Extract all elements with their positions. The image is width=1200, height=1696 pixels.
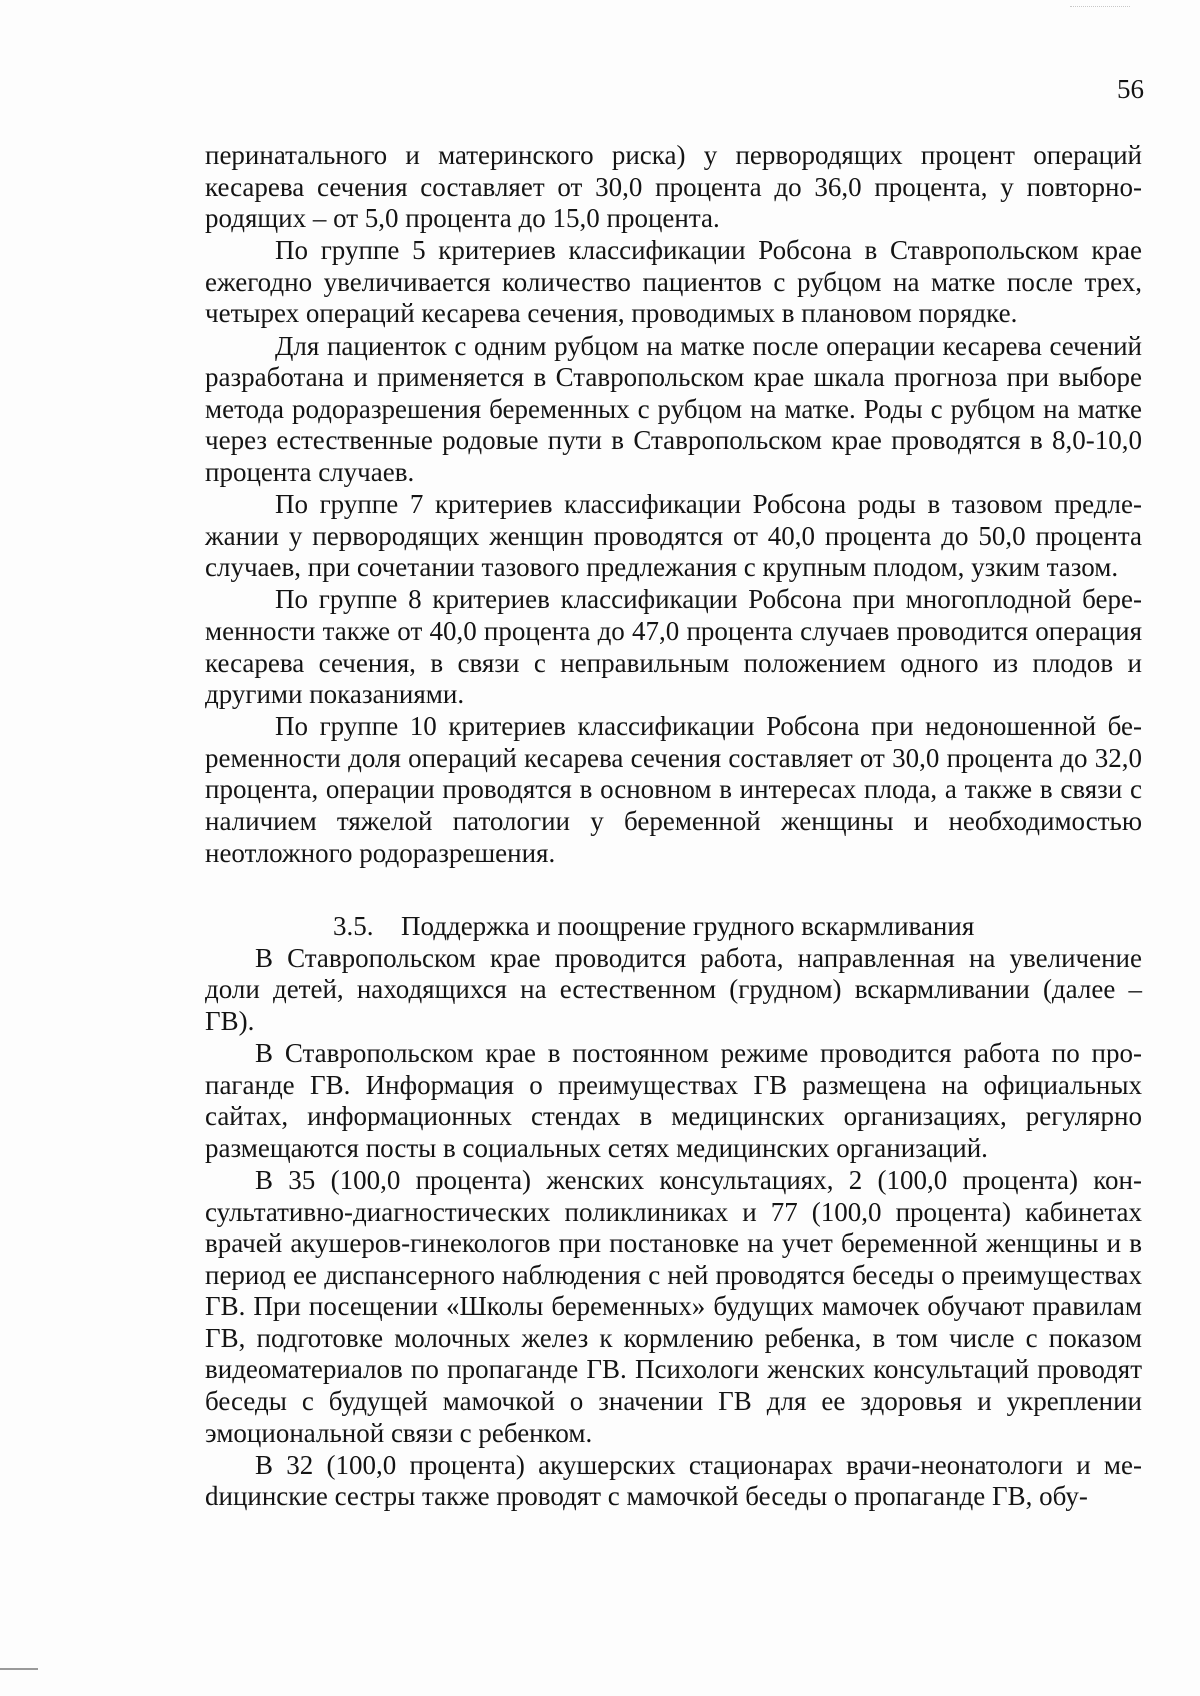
paragraph-robson-group-5: По группе 5 критериев классификации Робсона в Ставропольском крае ежегодно увеличивается количество пациентов с рубцом на матке после трех, четырех операций кесарева сечения, проводимых в плановом порядке.	[205, 235, 1142, 329]
scan-artifact	[1070, 6, 1130, 9]
paragraph-robson-group-7: По группе 7 критериев классификации Робсона роды в тазовом предлежании у первородящих женщин проводятся от 40,0 процента до 50,0 процента случаев, при сочетании тазового предлежания с крупным плодом, узким тазом.	[205, 489, 1142, 583]
section-heading	[205, 911, 1142, 943]
paragraph-breastfeeding-intro: В Ставропольском крае проводится работа, направленная на увеличение доли детей, находящихся на естественном (грудном) вскармливании (далее – ГВ).	[205, 942, 1142, 1036]
page-number: 56	[1117, 74, 1144, 104]
scan-artifact-mark	[0, 1668, 38, 1670]
paragraph-scar-prognosis: Для пациенток с одним рубцом на матке после операции кесарева сечений разработана и применяется в Ставропольском крае шкала прогноза при выборе метода родоразрешения беременных с рубцом на матке. Роды с рубцом на матке через естественные родовые пути в Ставропольском крае проводятся в 8,0-10,0 процента случаев.	[205, 330, 1142, 487]
paragraph-robson-group-8: По группе 8 критериев классификации Робсона при многоплодной беременности также от 40,0 процента до 47,0 процента случаев проводится операция кесарева сечения, в связи с неправильным положением одного из плодов и другими показаниями.	[205, 584, 1142, 710]
section-number: 3.5.	[333, 911, 374, 942]
paragraph-continuation: перинатального и материнского риска) у первородящих процент операций кесарева сечения составляет от 30,0 процента до 36,0 процента, у повторнородящих – от 5,0 процента до 15,0 процента.	[205, 140, 1142, 234]
paragraph-breastfeeding-promotion: В Ставропольском крае в постоянном режиме проводится работа по пропаганде ГВ. Информация о преимуществах ГВ размещена на официальных сайтах, информационных стендах в медицинских организациях, регулярно размещаются посты в социальных сетях медицинских организаций.	[205, 1038, 1142, 1163]
paragraph-robson-group-10: По группе 10 критериев классификации Робсона при недоношенной беременности доля операций кесарева сечения составляет от 30,0 процента до 32,0 процента, операции проводятся в основном в интересах плода, а также в связи с наличием тяжелой патологии у беременной женщины и необходимостью неотложного родоразрешения.	[205, 711, 1142, 868]
paragraph-consultations: В 35 (100,0 процента) женских консультациях, 2 (100,0 процента) консультативно-диагностических поликлиниках и 77 (100,0 процента) кабинетах врачей акушеров-гинекологов при постановке на учет беременной женщины и в период ее диспансерного наблюдения с ней проводятся беседы о преимуществах ГВ. При посещении «Школы беременных» будущих мамочек обучают правилам ГВ, подготовке молочных желез к кормлению ребенка, в том числе с показом видеоматериалов по пропаганде ГВ. Психологи женских консультаций проводят беседы с будущей мамочкой о значении ГВ для ее здоровья и укреплении эмоциональной связи с ребенком.	[205, 1164, 1142, 1448]
document-body	[205, 140, 1142, 1513]
paragraph-obstetric-hospitals: В 32 (100,0 процента) акушерских стационарах врачи-неонатологи и меdицинские сестры также проводят с мамочкой беседы о пропаганде ГВ, обу-	[205, 1449, 1142, 1512]
section-title: Поддержка и поощрение грудного вскармливания	[401, 911, 975, 942]
